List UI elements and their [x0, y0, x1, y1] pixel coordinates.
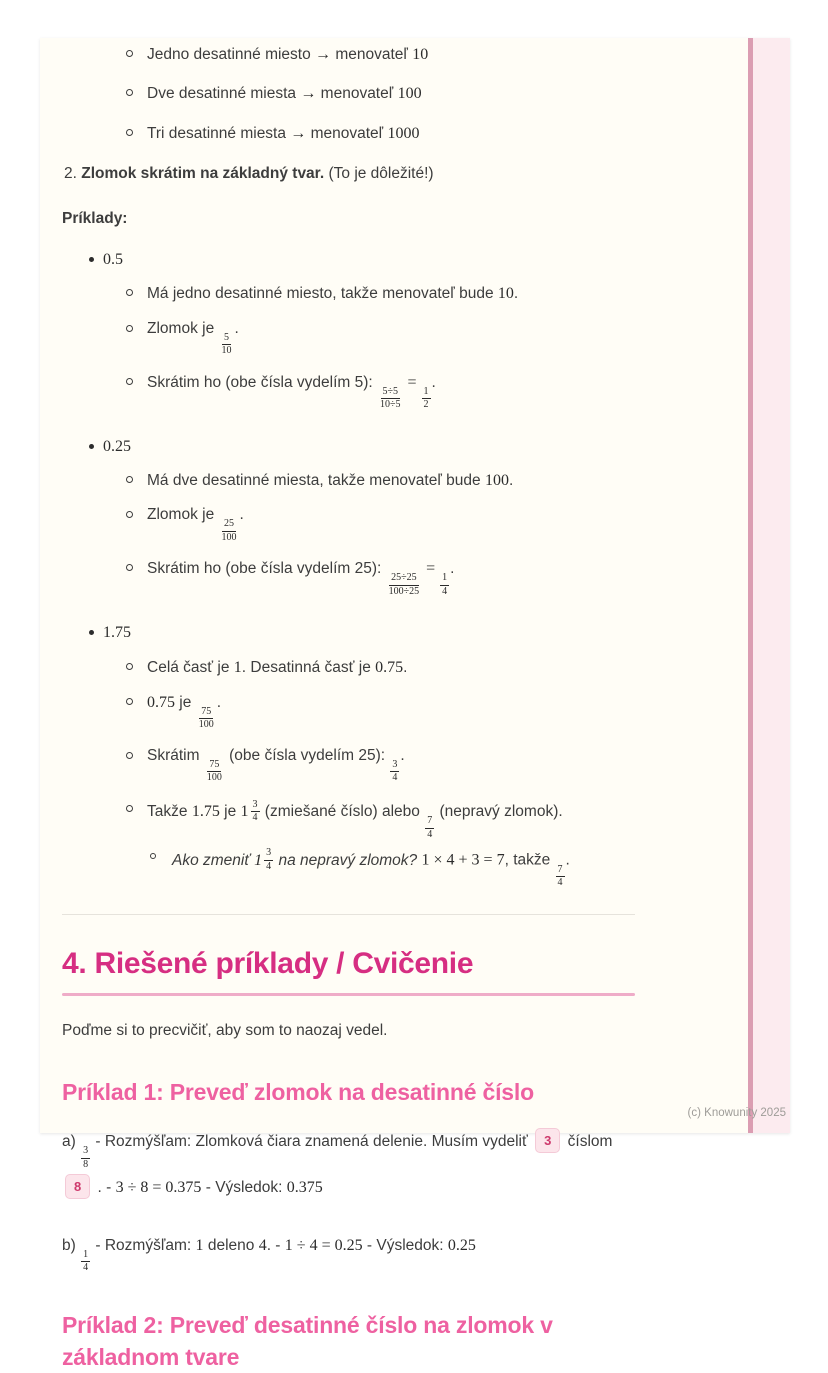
fraction: [390, 759, 399, 785]
fraction-numerator: 3: [251, 799, 260, 813]
list-item: [103, 470, 637, 491]
priklad-2-heading: Príklad 2: Preveď desatinné číslo na zlomok v základnom tvare: [62, 1311, 553, 1370]
priklad-1-part-a: [62, 1126, 637, 1205]
text-segment: (obe čísla vydelím 25):: [224, 746, 390, 764]
text-segment: Tri desatinné miesta: [147, 124, 291, 142]
fraction-denominator: 4: [252, 812, 258, 824]
text-segment: .: [403, 658, 408, 676]
fraction-denominator: 4: [427, 828, 433, 840]
number-badge: 3: [535, 1128, 560, 1153]
fraction: [264, 847, 273, 873]
number-badge: 8: [65, 1174, 90, 1199]
fraction-denominator: 2: [423, 399, 429, 411]
text-segment: Skrátim: [147, 746, 204, 764]
text-segment: je: [175, 693, 196, 711]
math-segment: 1 × 4 + 3 = 7: [421, 851, 505, 869]
text-segment: .: [239, 506, 244, 524]
list-item: [103, 283, 637, 304]
example-item-0-25: [62, 436, 637, 599]
text-segment: Dve desatinné miesta: [147, 85, 301, 103]
example-value: [103, 249, 637, 270]
text-segment: .: [234, 319, 239, 337]
text-segment: Má dve desatinné miesta, takže menovateľ bude: [147, 471, 485, 489]
text-segment: . -: [93, 1179, 116, 1197]
text-segment: Skrátim ho (obe čísla vydelím 25):: [147, 560, 386, 578]
text-segment: Ako zmeniť: [172, 851, 255, 869]
text-segment: .: [216, 693, 221, 711]
fraction-numerator: 1: [440, 572, 449, 586]
math-segment: =: [422, 560, 440, 578]
fraction-numerator: 75: [207, 759, 221, 773]
document-page: [40, 38, 790, 1370]
fraction: [422, 386, 431, 412]
text-segment: .: [400, 746, 405, 764]
list-item: [62, 123, 637, 144]
text-segment: .: [450, 560, 455, 578]
text-segment: Zlomok je: [147, 506, 219, 524]
math-segment: 0.25: [447, 1236, 476, 1254]
examples-label: Príklady:: [62, 209, 128, 227]
text-segment: menovateľ: [316, 85, 398, 103]
list-item: [62, 83, 637, 104]
text-segment: (To je dôležité!): [324, 165, 434, 183]
text-segment: 2.: [64, 165, 82, 183]
fraction-numerator: 5÷5: [381, 386, 401, 400]
fraction-numerator: 3: [81, 1145, 90, 1159]
list-item: [147, 847, 637, 889]
math-segment: 3 ÷ 8 = 0.375: [115, 1179, 202, 1197]
priklad-1-heading: Príklad 1: Preveď zlomok na desatinné číslo: [62, 1078, 534, 1105]
math-segment: →: [290, 124, 307, 142]
math-segment: 1000: [387, 124, 420, 142]
fraction: [81, 1249, 90, 1275]
text-segment: Jedno desatinné miesto: [147, 46, 316, 63]
fraction-denominator: 4: [442, 585, 448, 597]
text-segment: Celá časť je: [147, 658, 234, 676]
math-segment: 1: [195, 1236, 204, 1254]
fraction-denominator: 100: [221, 531, 237, 543]
list-item: [103, 692, 637, 732]
list-item: [103, 558, 637, 598]
examples-list: [62, 249, 637, 890]
math-segment: 0.75: [147, 693, 175, 711]
denominator-rules-list: [62, 44, 637, 144]
section-divider: [62, 914, 635, 915]
text-segment: Skrátim ho (obe čísla vydelím 5):: [147, 373, 377, 391]
math-segment: 0.375: [286, 1179, 323, 1197]
example-value: [103, 436, 637, 457]
text-segment: - Rozmýšľam:: [91, 1236, 196, 1254]
list-item: [103, 746, 637, 785]
fraction-numerator: 1: [81, 1249, 90, 1263]
math-segment: 1 ÷ 4 = 0.25: [284, 1236, 363, 1254]
text-segment: b): [62, 1236, 81, 1254]
text-segment: (zmiešané číslo) alebo: [260, 803, 425, 821]
step-2-text: [62, 164, 637, 184]
heading-underline: [62, 993, 635, 996]
text-segment: - Výsledok:: [201, 1179, 287, 1197]
fraction-denominator: 100: [198, 719, 214, 731]
math-segment: 100: [397, 85, 422, 103]
fraction: [425, 815, 434, 841]
text-segment: (nepravý zlomok).: [435, 803, 563, 821]
math-segment: 1.75: [103, 624, 131, 642]
list-item: [62, 44, 637, 65]
list-item: [103, 319, 637, 358]
text-segment: .: [513, 285, 519, 303]
fraction-numerator: 3: [390, 759, 399, 773]
fraction-denominator: 10: [221, 345, 232, 357]
fraction-denominator: 4: [392, 772, 398, 784]
example-item-0-5: [62, 249, 637, 412]
math-segment: 1.75: [191, 803, 220, 821]
fraction-denominator: 100÷25: [388, 585, 420, 597]
section-intro-text: Poďme si to precvičiť, aby som to naozaj vedel.: [62, 1022, 388, 1040]
text-segment: Takže: [147, 803, 192, 821]
text-segment: a): [62, 1133, 81, 1151]
fraction: [220, 518, 239, 544]
math-segment: 0.5: [103, 251, 123, 269]
list-item: [103, 372, 637, 412]
text-segment: na nepravý zlomok?: [274, 851, 418, 869]
fraction: [378, 386, 403, 412]
fraction-numerator: 25÷25: [389, 572, 419, 586]
list-item: [103, 505, 637, 544]
fraction-numerator: 3: [264, 847, 273, 861]
bold-text-segment: Zlomok skrátim na základný tvar.: [81, 165, 325, 183]
fraction: [220, 332, 234, 358]
italic-segment: [172, 847, 418, 872]
math-segment: 10: [497, 285, 514, 303]
fraction: [556, 864, 565, 890]
math-segment: →: [300, 85, 317, 103]
copyright-footer: (c) Knowunity 2025: [687, 1107, 786, 1119]
fraction-denominator: 4: [557, 877, 563, 889]
fraction-denominator: 100: [206, 772, 222, 784]
text-segment: Zlomok je: [147, 319, 219, 337]
math-segment: 0.75: [375, 658, 404, 676]
section-heading: 4. Riešené príklady / Cvičenie: [62, 946, 474, 980]
math-segment: 10: [412, 46, 429, 63]
text-segment: je: [219, 803, 241, 821]
math-segment: 4: [258, 1236, 267, 1254]
priklad-1-part-b: [62, 1229, 637, 1275]
example-steps-list: [103, 657, 637, 890]
math-segment: →: [315, 46, 332, 63]
text-segment: Má jedno desatinné miesto, takže menovateľ bude: [147, 285, 498, 303]
list-item: [103, 657, 637, 678]
fraction: [440, 572, 449, 598]
fraction: [205, 759, 224, 785]
text-segment: . -: [266, 1236, 285, 1254]
whole-number: 1: [240, 803, 249, 821]
math-segment: =: [403, 373, 421, 391]
text-segment: číslom: [563, 1133, 613, 1151]
fraction-numerator: 1: [422, 386, 431, 400]
example-steps-list: [103, 283, 637, 411]
fraction: [387, 572, 422, 598]
example-item-1-75: [62, 622, 637, 889]
text-segment: .: [565, 851, 570, 869]
fraction: [251, 799, 260, 825]
text-segment: deleno: [203, 1236, 259, 1254]
math-segment: 1: [233, 658, 242, 676]
document-content: [62, 44, 637, 1373]
fraction-denominator: 4: [266, 860, 272, 872]
page-edge-accent-bar: [748, 38, 790, 1133]
math-segment: 100: [484, 471, 509, 489]
text-segment: menovateľ: [331, 46, 413, 63]
fraction-denominator: 4: [83, 1262, 89, 1274]
example-steps-list: [103, 470, 637, 598]
mixed-number: [254, 847, 274, 873]
example-value: [103, 622, 637, 643]
list-item-text: [147, 798, 563, 840]
fraction-denominator: 8: [83, 1158, 89, 1170]
text-segment: , takže: [504, 851, 555, 869]
mixed-number: [241, 799, 261, 825]
text-segment: - Rozmýšľam: Zlomková čiara znamená delenie. Musím vydeliť: [91, 1133, 533, 1151]
nested-note-list: [147, 847, 637, 889]
math-segment: 0.25: [103, 437, 131, 455]
fraction-numerator: 25: [222, 518, 236, 532]
fraction: [197, 706, 216, 732]
text-segment: menovateľ: [306, 124, 388, 142]
fraction-denominator: 10÷5: [380, 399, 401, 411]
fraction-numerator: 7: [425, 815, 434, 829]
fraction-numerator: 5: [222, 332, 231, 346]
text-segment: .: [508, 471, 514, 489]
text-segment: - Výsledok:: [362, 1236, 448, 1254]
text-segment: . Desatinná časť je: [241, 658, 376, 676]
fraction-numerator: 7: [556, 864, 565, 878]
fraction: [81, 1145, 90, 1171]
whole-number: 1: [254, 851, 263, 869]
fraction-numerator: 75: [199, 706, 213, 720]
text-segment: .: [431, 373, 436, 391]
list-item: [103, 799, 637, 890]
